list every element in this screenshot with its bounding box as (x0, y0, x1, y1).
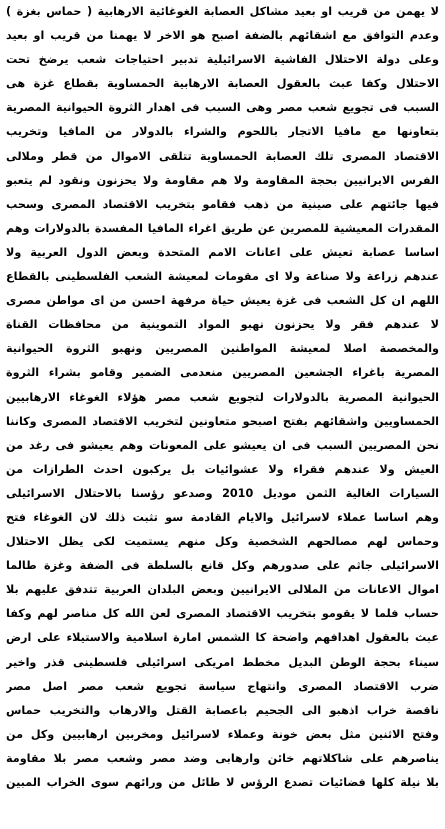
text-line: لا عندهم فقر ولا يحزنون نهبو المواد التموينية من محافظات القناة (6, 318, 439, 332)
text-line: اموال الاعانات من الملالى الايرانيين وبعض البلدان العربية تتدفق عليهم بلا (6, 583, 439, 597)
text-line: حساب فلما لا يقومو بتخريب الاقتصاد المصرى لعن الله كل مناصر لهم وكفا (6, 607, 439, 621)
text-line: وعلى دولة الاحتلال الفاشية الاسرائيلية تدبير احتياجات شعب يرضخ تحت (6, 53, 439, 67)
text-line: وهم اساسا عملاء لاسرائيل والايام القادمة سو تثبت ذلك لان الغوغاء فتح (6, 510, 439, 524)
article-text (6, 0, 439, 829)
text-line: الاقتصاد المصرى تلك العصابة الحمساوية تتلقى الاموال من قطر وملالى (6, 149, 439, 163)
text-line: سيناء بحجة الوطن البديل مخطط امريكى اسرائيلى فلسطينى قذر واخير (6, 655, 439, 669)
text-line: ناقصة خراب اذهبو الى الجحيم باعصابة القتل والارهاب والتخريب حماس (6, 703, 439, 717)
text-line: الاحتلال وكفا عبث بالعقول العصابة الارهابية الحمساوية بقطاع غزة هى (6, 77, 439, 91)
text-line: يناصرهم على شاكلاتهم خائن وارهابى وضد مصر وشعب مصر بلا مقاومة (6, 751, 439, 765)
text-line: المصرية باغراء الجشعين المصريين منعدمى الضمير وقامو بشراء الثروة (6, 366, 439, 380)
text-line: وعدم التوافق مع اشقائهم بالضفة اصبح هو الاخر لا يهمنا من قريب او بعيد (6, 29, 439, 43)
text-line: اساسا عصابة تعيش على اعانات الامم المتحدة وبعض الدول العربية ولا (6, 245, 439, 259)
text-line: لا يهمن من قريب او بعيد مشاكل العصابة الغوغائية الارهابية ( حماس بغزة ) (6, 5, 439, 18)
text-line: الاسرائيلى جاثم على صدورهم وكل قانع بالسلطة فى الضفة وغزة طالما (6, 559, 439, 573)
text-line: الحمساويين واشقائهم بفتح اصبحو متعاونين لتخريب الاقتصاد المصرى وكاننا (6, 414, 439, 428)
text-line: وفتح الاثنين مثل بعض خونة وعملاء لاسرائيل ومخربين ارهابيين وكل من (6, 727, 439, 741)
text-line: فيها جائتهم على صينية من ذهب فقامو بتخريب الاقتصاد المصرى وسحب (6, 197, 439, 211)
text-line: وحماس لهم مصالحهم الشخصية وكل منهم يستميت لكى يظل الاحتلال (6, 535, 439, 549)
text-line: اللهم ان كل الشعب فى غزة يعيش حياة مرفهة احسن من اى مواطن مصرى (6, 294, 439, 308)
text-line: الفرس الايرانيين بحجة المقاومة ولا هم مقاومة ولا يحزنون ونقود لم يتعبو (6, 173, 439, 187)
text-line: السيارات الغالية الثمن موديل 2010 وصدعو رؤسنا بالاحتلال الاسرائيلى (6, 486, 439, 500)
text-line: العيش ولا عندهم فقراء ولا عشوائيات بل يركبون احدث الطرازات من (6, 462, 439, 476)
text-line: بلا نيلة كلها فضائيات تصدع الرؤس لا طائل من ورائهم سوى الخراب المبين (6, 776, 439, 789)
text-line: عندهم زراعة ولا صناعة ولا اى مقومات لمعيشة الشعب الفلسطينى بالقطاع (6, 270, 439, 284)
text-line: السبب فى تجويع شعب مصر وهى السبب فى اهدار الثروة الحيوانية المصرية (6, 101, 439, 115)
text-line: بتعاونها مع مافيا الاتجار باللحوم والشراء بالدولار من المافيا وتخريب (6, 125, 439, 139)
text-line: المقدرات المعيشية للمصرين عن طريق اغراء المافيا المفسدة بالدولارات وهم (6, 221, 439, 235)
text-line: الحيوانية المصرية بالدولارات لتجويع شعب مصر هؤلاء الغوغاء الارهابيين (6, 390, 439, 404)
text-line: والمخصصة اصلا لمعيشة المواطنين المصريين ونهبو الثروة الحيوانية (6, 342, 439, 356)
text-line: ضرب الاقتصاد المصرى وانتهاج سياسة تجويع شعب مصر اصل مصر (6, 679, 439, 693)
text-line: نحن المصريين السبب فى ان يعيشو على المعونات وهم يعيشو فى رغد من (6, 438, 439, 452)
text-line: عبث بالعقول اهدافهم واضحة كا الشمس امارة اسلامية والاستيلاء على ارض (6, 631, 439, 645)
